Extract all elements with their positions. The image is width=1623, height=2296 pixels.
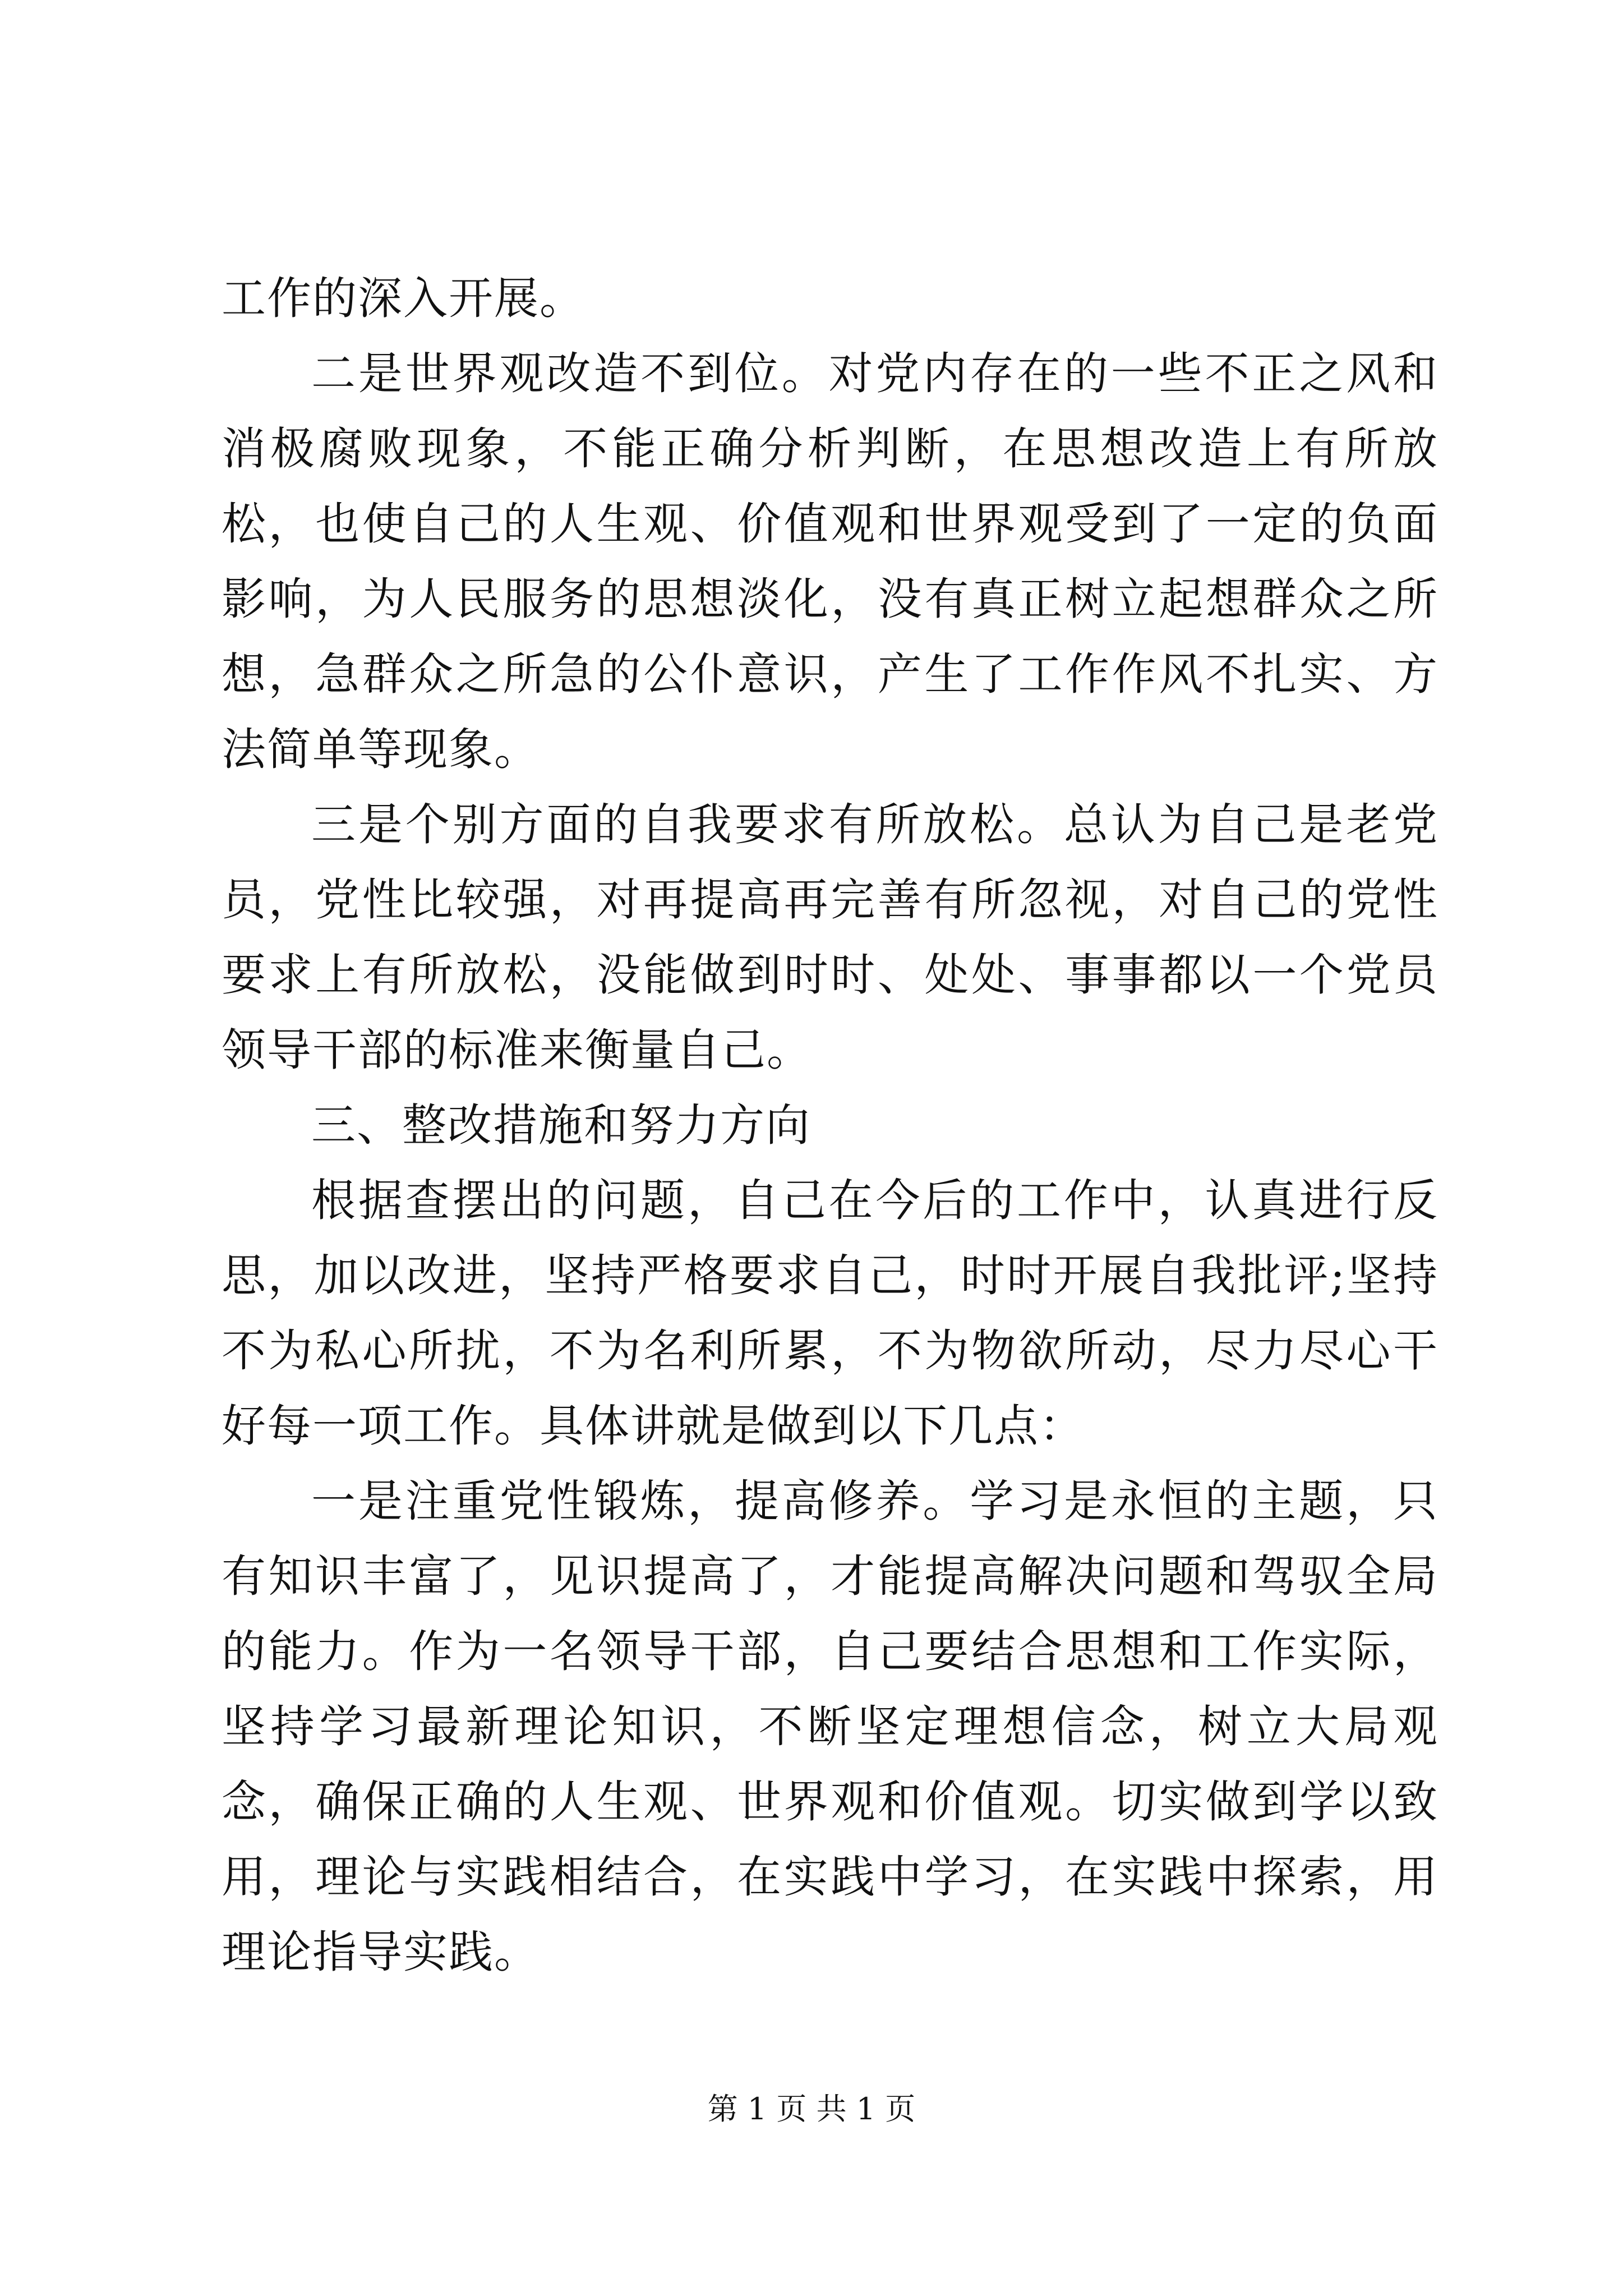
paragraph-continuation: 工作的深入开展。 [222,273,585,324]
page-footer: 第 1 页 共 1 页 [707,2091,916,2127]
paragraph-rectification-intro: 根据查摆出的问题，自己在今后的工作中，认真进行反思，加以改进，坚持严格要求自己，时时开展自我批评;坚持不为私心所扰，不为名利所累，不为物欲所动，尽力尽心干好每一项工作。具体讲就是做到以下几点： [222,1175,1438,1452]
paragraph-self-requirement: 三是个别方面的自我要求有所放松。总认为自己是老党员，党性比较强，对再提高再完善有所忽视，对自己的党性要求上有所放松，没能做到时时、处处、事事都以一个党员领导干部的标准来衡量自己。 [222,799,1438,1076]
paragraph-worldview: 二是世界观改造不到位。对党内存在的一些不正之风和消极腐败现象，不能正确分析判断，在思想改造上有所放松，也使自己的人生观、价值观和世界观受到了一定的负面影响，为人民服务的思想淡化，没有真正树立起想群众之所想，急群众之所急的公仆意识，产生了工作作风不扎实、方法简单等现象。 [222,348,1438,775]
section-heading-rectification: 三、整改措施和努力方向 [311,1099,811,1151]
document-body [222,261,1438,1990]
paragraph-party-spirit: 一是注重党性锻炼，提高修养。学习是永恒的主题，只有知识丰富了，见识提高了，才能提高解决问题和驾驭全局的能力。作为一名领导干部，自己要结合思想和工作实际，坚持学习最新理论知识，不断坚定理想信念，树立大局观念，确保正确的人生观、世界观和价值观。切实做到学以致用，理论与实践相结合，在实践中学习，在实践中探索，用理论指导实践。 [222,1475,1438,1978]
